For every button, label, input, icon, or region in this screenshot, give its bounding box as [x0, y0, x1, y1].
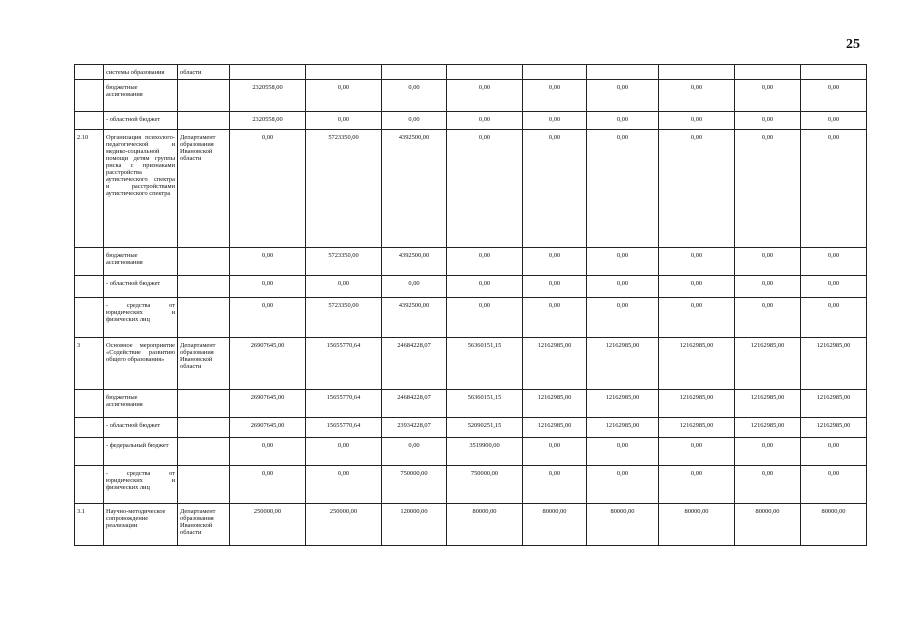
responsible-cell [178, 80, 230, 112]
amount-cell: 12162985,00 [587, 390, 659, 418]
amount-cell: 12162985,00 [735, 390, 801, 418]
amount-cell: 0,00 [523, 298, 587, 338]
amount-cell [382, 65, 447, 80]
amount-cell: 0,00 [587, 130, 659, 248]
amount-cell: 0,00 [801, 130, 867, 248]
amount-cell: 0,00 [587, 248, 659, 276]
responsible-cell [178, 390, 230, 418]
amount-cell: 0,00 [306, 466, 382, 504]
amount-cell: 2320558,00 [230, 112, 306, 130]
amount-cell: 0,00 [523, 80, 587, 112]
amount-cell: 80000,00 [801, 504, 867, 546]
amount-cell: 80000,00 [587, 504, 659, 546]
amount-cell: 0,00 [587, 298, 659, 338]
amount-cell: 120000,00 [382, 504, 447, 546]
row-number-cell [75, 65, 104, 80]
item-name-cell: - федеральный бюджет [104, 438, 178, 466]
responsible-cell: Департамент образования Ивановской области [178, 338, 230, 390]
amount-cell: 12162985,00 [659, 390, 735, 418]
table-row [75, 504, 867, 546]
table-row [75, 80, 867, 112]
amount-cell: 26907645,00 [230, 418, 306, 438]
amount-cell: 12162985,00 [523, 338, 587, 390]
responsible-cell [178, 112, 230, 130]
table-row [75, 418, 867, 438]
amount-cell: 0,00 [230, 130, 306, 248]
table-row [75, 276, 867, 298]
budget-table [74, 64, 867, 546]
amount-cell: 26907645,00 [230, 338, 306, 390]
amount-cell: 0,00 [801, 112, 867, 130]
row-number-cell [75, 276, 104, 298]
amount-cell: 0,00 [659, 80, 735, 112]
amount-cell: 0,00 [659, 276, 735, 298]
amount-cell: 0,00 [735, 130, 801, 248]
amount-cell [801, 65, 867, 80]
responsible-cell [178, 418, 230, 438]
amount-cell: 0,00 [735, 298, 801, 338]
amount-cell: 5723350,00 [306, 298, 382, 338]
amount-cell [587, 65, 659, 80]
amount-cell: 0,00 [306, 438, 382, 466]
amount-cell: 4392500,00 [382, 130, 447, 248]
amount-cell: 12162985,00 [801, 418, 867, 438]
amount-cell: 12162985,00 [659, 338, 735, 390]
page-number: 25 [846, 37, 860, 52]
amount-cell: 0,00 [447, 298, 523, 338]
amount-cell: 0,00 [735, 248, 801, 276]
table-row [75, 338, 867, 390]
amount-cell: 0,00 [230, 438, 306, 466]
item-name-cell: - средства от юридических и физических лиц [104, 466, 178, 504]
amount-cell: 0,00 [801, 438, 867, 466]
amount-cell: 0,00 [587, 466, 659, 504]
amount-cell: 5723350,00 [306, 248, 382, 276]
amount-cell: 23934228,07 [382, 418, 447, 438]
amount-cell: 0,00 [659, 112, 735, 130]
row-number-cell [75, 390, 104, 418]
row-number-cell: 2.10 [75, 130, 104, 248]
amount-cell: 0,00 [447, 80, 523, 112]
row-number-cell: 3.1 [75, 504, 104, 546]
amount-cell: 12162985,00 [801, 338, 867, 390]
amount-cell: 0,00 [523, 466, 587, 504]
row-number-cell [75, 418, 104, 438]
table-row [75, 438, 867, 466]
amount-cell: 0,00 [382, 80, 447, 112]
responsible-cell: области [178, 65, 230, 80]
responsible-cell [178, 248, 230, 276]
amount-cell: 0,00 [230, 248, 306, 276]
amount-cell: 15655770,64 [306, 418, 382, 438]
table-row [75, 248, 867, 276]
amount-cell: 12162985,00 [735, 418, 801, 438]
amount-cell: 0,00 [801, 248, 867, 276]
amount-cell: 0,00 [801, 276, 867, 298]
item-name-cell: системы образования [104, 65, 178, 80]
amount-cell [447, 65, 523, 80]
amount-cell: 0,00 [447, 248, 523, 276]
amount-cell: 0,00 [659, 298, 735, 338]
amount-cell: 0,00 [382, 276, 447, 298]
amount-cell: 0,00 [230, 298, 306, 338]
responsible-cell: Департамент образования Ивановской области [178, 504, 230, 546]
amount-cell: 12162985,00 [735, 338, 801, 390]
amount-cell: 0,00 [587, 276, 659, 298]
row-number-cell [75, 438, 104, 466]
amount-cell: 0,00 [382, 438, 447, 466]
amount-cell: 0,00 [447, 112, 523, 130]
item-name-cell: бюджетные ассигнования [104, 390, 178, 418]
responsible-cell [178, 298, 230, 338]
row-number-cell [75, 112, 104, 130]
amount-cell: 0,00 [523, 112, 587, 130]
responsible-cell [178, 438, 230, 466]
item-name-cell: - областной бюджет [104, 112, 178, 130]
amount-cell: 56360151,15 [447, 390, 523, 418]
item-name-cell: - областной бюджет [104, 418, 178, 438]
amount-cell: 0,00 [523, 130, 587, 248]
amount-cell: 0,00 [735, 466, 801, 504]
amount-cell: 0,00 [230, 276, 306, 298]
table-row [75, 390, 867, 418]
amount-cell: 0,00 [306, 112, 382, 130]
amount-cell: 52090251,15 [447, 418, 523, 438]
row-number-cell [75, 298, 104, 338]
amount-cell: 750000,00 [382, 466, 447, 504]
amount-cell: 80000,00 [523, 504, 587, 546]
amount-cell [230, 65, 306, 80]
amount-cell [306, 65, 382, 80]
amount-cell: 12162985,00 [659, 418, 735, 438]
responsible-cell: Департамент образования Ивановской области [178, 130, 230, 248]
item-name-cell: бюджетные ассигнования [104, 248, 178, 276]
item-name-cell: Основное мероприятие «Содействие развитию общего образования» [104, 338, 178, 390]
responsible-cell [178, 276, 230, 298]
amount-cell: 12162985,00 [523, 418, 587, 438]
amount-cell: 0,00 [523, 438, 587, 466]
amount-cell: 0,00 [447, 276, 523, 298]
item-name-cell: бюджетные ассигнования [104, 80, 178, 112]
amount-cell: 56360151,15 [447, 338, 523, 390]
amount-cell [735, 65, 801, 80]
amount-cell: 0,00 [659, 466, 735, 504]
amount-cell: 0,00 [735, 438, 801, 466]
amount-cell: 0,00 [659, 438, 735, 466]
amount-cell: 250000,00 [306, 504, 382, 546]
amount-cell: 0,00 [587, 438, 659, 466]
amount-cell: 0,00 [659, 130, 735, 248]
amount-cell: 0,00 [801, 298, 867, 338]
amount-cell: 12162985,00 [587, 338, 659, 390]
amount-cell: 0,00 [659, 248, 735, 276]
amount-cell [523, 65, 587, 80]
amount-cell [659, 65, 735, 80]
item-name-cell: - средства от юридических и физических лиц [104, 298, 178, 338]
responsible-cell [178, 466, 230, 504]
amount-cell: 0,00 [306, 80, 382, 112]
amount-cell: 0,00 [801, 80, 867, 112]
amount-cell: 15655770,64 [306, 338, 382, 390]
amount-cell: 3519900,00 [447, 438, 523, 466]
amount-cell: 750000,00 [447, 466, 523, 504]
row-number-cell: 3 [75, 338, 104, 390]
amount-cell: 250000,00 [230, 504, 306, 546]
item-name-cell: Организация психолого-педагогической и медико-социальной помощи детям группы риска с признаками расстройства аутистического спектра и расстройствами аутистического спектра [104, 130, 178, 248]
amount-cell: 80000,00 [659, 504, 735, 546]
item-name-cell: Научно-методическое сопровождение реализации [104, 504, 178, 546]
amount-cell: 24684228,07 [382, 390, 447, 418]
amount-cell: 0,00 [230, 466, 306, 504]
amount-cell: 12162985,00 [523, 390, 587, 418]
amount-cell: 0,00 [306, 276, 382, 298]
amount-cell: 0,00 [523, 248, 587, 276]
amount-cell: 0,00 [447, 130, 523, 248]
amount-cell: 5723350,00 [306, 130, 382, 248]
table-row [75, 65, 867, 80]
amount-cell: 12162985,00 [801, 390, 867, 418]
item-name-cell: - областной бюджет [104, 276, 178, 298]
row-number-cell [75, 80, 104, 112]
amount-cell: 80000,00 [735, 504, 801, 546]
amount-cell: 15655770,64 [306, 390, 382, 418]
table-row [75, 112, 867, 130]
table-row [75, 298, 867, 338]
amount-cell: 24684228,07 [382, 338, 447, 390]
amount-cell: 0,00 [801, 466, 867, 504]
amount-cell: 4392500,00 [382, 298, 447, 338]
amount-cell: 0,00 [587, 80, 659, 112]
amount-cell: 0,00 [587, 112, 659, 130]
amount-cell: 4392500,00 [382, 248, 447, 276]
amount-cell: 2320558,00 [230, 80, 306, 112]
amount-cell: 26907645,00 [230, 390, 306, 418]
row-number-cell [75, 248, 104, 276]
row-number-cell [75, 466, 104, 504]
table-row [75, 130, 867, 248]
amount-cell: 0,00 [382, 112, 447, 130]
amount-cell: 0,00 [735, 80, 801, 112]
table-row [75, 466, 867, 504]
amount-cell: 0,00 [735, 276, 801, 298]
amount-cell: 12162985,00 [587, 418, 659, 438]
amount-cell: 0,00 [523, 276, 587, 298]
amount-cell: 80000,00 [447, 504, 523, 546]
amount-cell: 0,00 [735, 112, 801, 130]
